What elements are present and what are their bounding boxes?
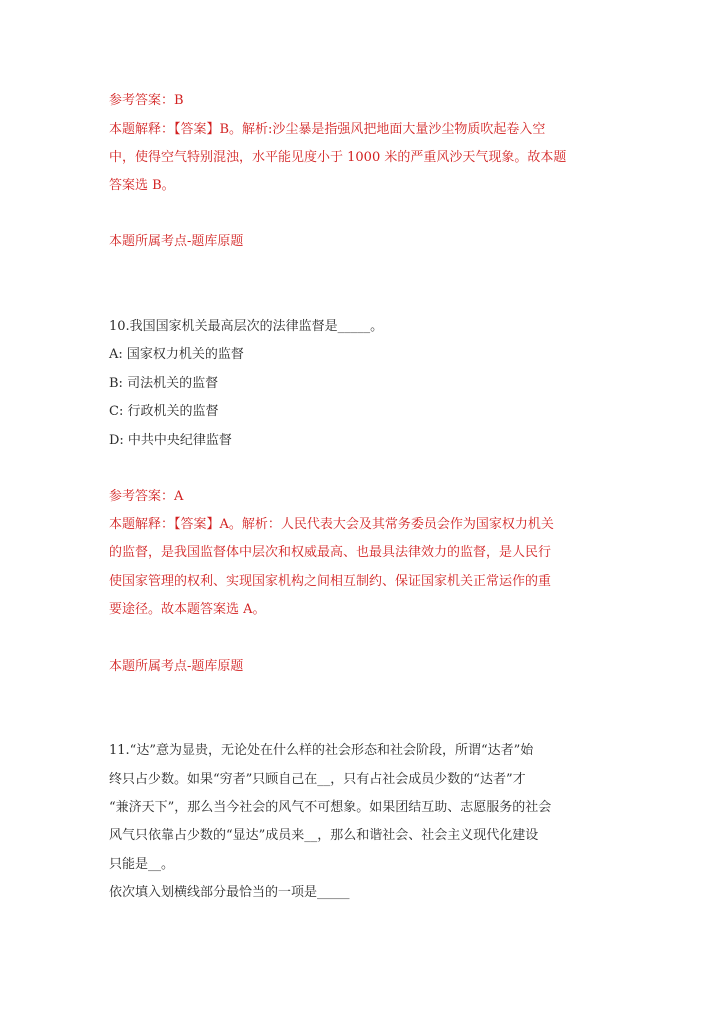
source-line: 本题所属考点-题库原题: [109, 659, 244, 674]
option-c: C: 行政机关的监督: [109, 404, 219, 419]
question-prompt: 依次填入划横线部分最恰当的一项是_____: [109, 885, 350, 900]
explanation-line: 本题解释：【答案】B。解析:沙尘暴是指强风把地面大量沙尘物质吹起卷入空: [109, 122, 546, 137]
answer-line: 参考答案：A: [109, 489, 184, 504]
question-stem: 终只占少数。如果“穷者”只顾自己在__，只有占社会成员少数的“达者”才: [109, 772, 526, 787]
explanation-line: 答案选 B。: [109, 178, 175, 193]
question-stem: 只能是__。: [109, 857, 175, 872]
question-stem: 10.我国国家机关最高层次的法律监督是_____。: [109, 319, 384, 334]
explanation-line: 要途径。故本题答案选 A。: [109, 602, 266, 617]
explanation-line: 使国家管理的权利、实现国家机构之间相互制约、保证国家机关正常运作的重: [109, 574, 552, 589]
explanation-line: 的监督，是我国监督体中层次和权威最高、也最具法律效力的监督，是人民行: [109, 545, 552, 560]
question-stem: “兼济天下”，那么当今社会的风气不可想象。如果团结互助、志愿服务的社会: [109, 800, 552, 815]
question-stem: 风气只依靠占少数的“显达”成员来__，那么和谐社会、社会主义现代化建设: [109, 828, 539, 843]
option-b: B: 司法机关的监督: [109, 376, 219, 391]
source-line: 本题所属考点-题库原题: [109, 234, 244, 249]
question-stem: 11.“达”意为显贵，无论处在什么样的社会形态和社会阶段，所谓“达者”始: [109, 743, 534, 758]
explanation-line: 本题解释：【答案】A。解析：人民代表大会及其常务委员会作为国家权力机关: [109, 517, 554, 532]
explanation-line: 中，使得空气特别混浊，水平能见度小于 1000 米的严重风沙天气现象。故本题: [109, 150, 567, 165]
option-d: D: 中共中央纪律监督: [109, 433, 232, 448]
answer-line: 参考答案：B: [109, 93, 184, 108]
option-a: A: 国家权力机关的监督: [109, 347, 244, 362]
